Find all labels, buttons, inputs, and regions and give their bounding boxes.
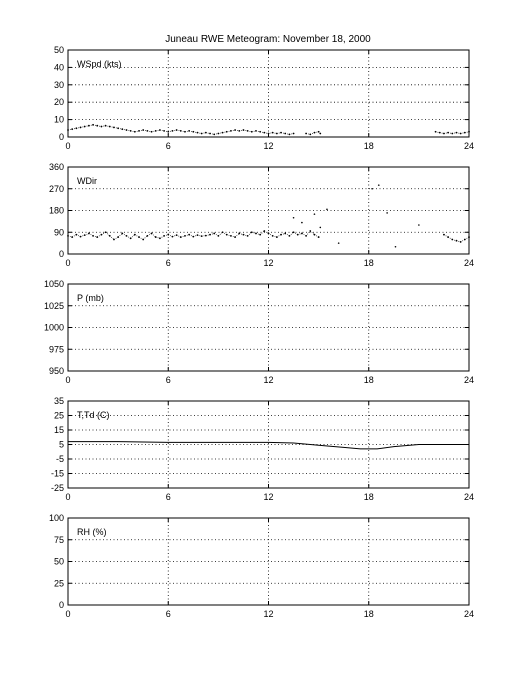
wspd-xtick-label: 0 — [65, 141, 71, 151]
rh-xtick-label: 12 — [263, 609, 274, 619]
wspd-panel-label: WSpd (kts) — [77, 59, 122, 69]
wdir-outlier-point — [293, 217, 295, 219]
wdir-xtick-label: 24 — [463, 258, 475, 268]
wdir-outlier-point — [319, 227, 321, 229]
wspd-ytick-label: 40 — [53, 62, 64, 73]
wdir-ytick-label: 180 — [48, 205, 64, 216]
temp-ytick-label: 5 — [58, 439, 64, 450]
wspd-ytick-label: 50 — [53, 45, 64, 55]
wdir-outlier-point — [378, 184, 380, 186]
rh-xtick-label: 24 — [463, 609, 475, 619]
figure-title: Juneau RWE Meteogram: November 18, 2000 — [165, 34, 371, 45]
temp-xtick-label: 24 — [463, 492, 475, 502]
wdir-data-point — [117, 236, 119, 238]
wdir-outlier-point — [418, 224, 420, 226]
wdir-ytick-label: 360 — [48, 162, 64, 172]
pres-ytick-label: 1050 — [43, 279, 64, 289]
temp-panel-label: T,Td (C) — [77, 410, 110, 420]
temp-xtick-label: 12 — [263, 492, 274, 502]
wspd-xtick-label: 12 — [263, 141, 274, 151]
temp-ytick-label: 25 — [53, 410, 64, 421]
rh-panel — [49, 513, 474, 619]
panels-group — [44, 45, 474, 619]
rh-xtick-label: 0 — [65, 609, 71, 619]
temp-ytick-label: -5 — [55, 454, 64, 464]
wdir-panel-label: WDir — [77, 176, 97, 186]
wdir-xtick-label: 18 — [363, 258, 374, 268]
rh-panel-label: RH (%) — [77, 527, 107, 537]
wdir-xtick-label: 6 — [165, 258, 171, 268]
rh-xtick-label: 18 — [363, 609, 374, 619]
rh-xtick-label: 6 — [165, 609, 171, 619]
wdir-outlier-point — [326, 208, 328, 210]
wdir-data-point — [130, 237, 132, 239]
temp-xtick-label: 6 — [165, 492, 171, 502]
temp-xtick-label: 0 — [65, 492, 71, 502]
temp-ytick-label: 15 — [53, 425, 64, 435]
wspd-ytick-label: 0 — [58, 132, 64, 142]
wspd-xtick-label: 6 — [165, 141, 171, 151]
wdir-outlier-point — [371, 188, 373, 190]
wspd-data-point — [468, 131, 470, 133]
wdir-ytick-label: 90 — [53, 227, 64, 238]
pres-xtick-label: 6 — [165, 375, 171, 385]
wdir-xtick-label: 0 — [65, 258, 71, 268]
wdir-ytick-label: 0 — [58, 249, 64, 259]
rh-ytick-label: 50 — [53, 556, 64, 567]
wspd-ytick-label: 10 — [53, 114, 64, 125]
pres-ytick-label: 950 — [48, 366, 64, 376]
wdir-data-point — [468, 236, 470, 238]
wspd-ytick-label: 20 — [53, 97, 64, 108]
wdir-ytick-label: 270 — [48, 183, 64, 194]
temp-xtick-label: 18 — [363, 492, 374, 502]
wspd-xtick-label: 18 — [363, 141, 374, 151]
pres-ytick-label: 1000 — [43, 322, 64, 333]
pres-ytick-label: 975 — [48, 344, 64, 355]
rh-ytick-label: 100 — [48, 513, 64, 523]
temp-ytick-label: -15 — [50, 468, 64, 479]
wdir-data-trace — [306, 231, 310, 236]
wspd-panel — [54, 45, 474, 151]
wdir-outlier-point — [395, 246, 397, 248]
pres-panel — [44, 279, 474, 385]
wspd-ytick-label: 30 — [53, 79, 64, 90]
temp-ytick-label: -25 — [50, 483, 64, 493]
wdir-outlier-point — [314, 213, 316, 215]
temp-panel — [51, 396, 474, 502]
wspd-data-point — [293, 133, 295, 135]
rh-ytick-label: 0 — [58, 600, 64, 610]
temp-ytick-label: 35 — [53, 396, 64, 406]
wdir-xtick-label: 12 — [263, 258, 274, 268]
pres-ytick-label: 1025 — [43, 300, 64, 311]
wdir-outlier-point — [338, 242, 340, 244]
pres-xtick-label: 18 — [363, 375, 374, 385]
wdir-outlier-point — [386, 212, 388, 214]
pres-xtick-label: 0 — [65, 375, 71, 385]
wdir-data-point — [259, 234, 261, 236]
rh-ytick-label: 75 — [53, 534, 64, 545]
pres-panel-label: P (mb) — [77, 293, 104, 303]
rh-ytick-label: 25 — [53, 578, 64, 589]
wdir-outlier-point — [301, 222, 303, 224]
temp-series-line — [68, 442, 469, 449]
pres-xtick-label: 12 — [263, 375, 274, 385]
wspd-data-point — [319, 133, 321, 135]
wdir-data-point — [318, 236, 320, 238]
wspd-xtick-label: 24 — [463, 141, 475, 151]
pres-xtick-label: 24 — [463, 375, 475, 385]
wdir-panel — [49, 162, 474, 268]
